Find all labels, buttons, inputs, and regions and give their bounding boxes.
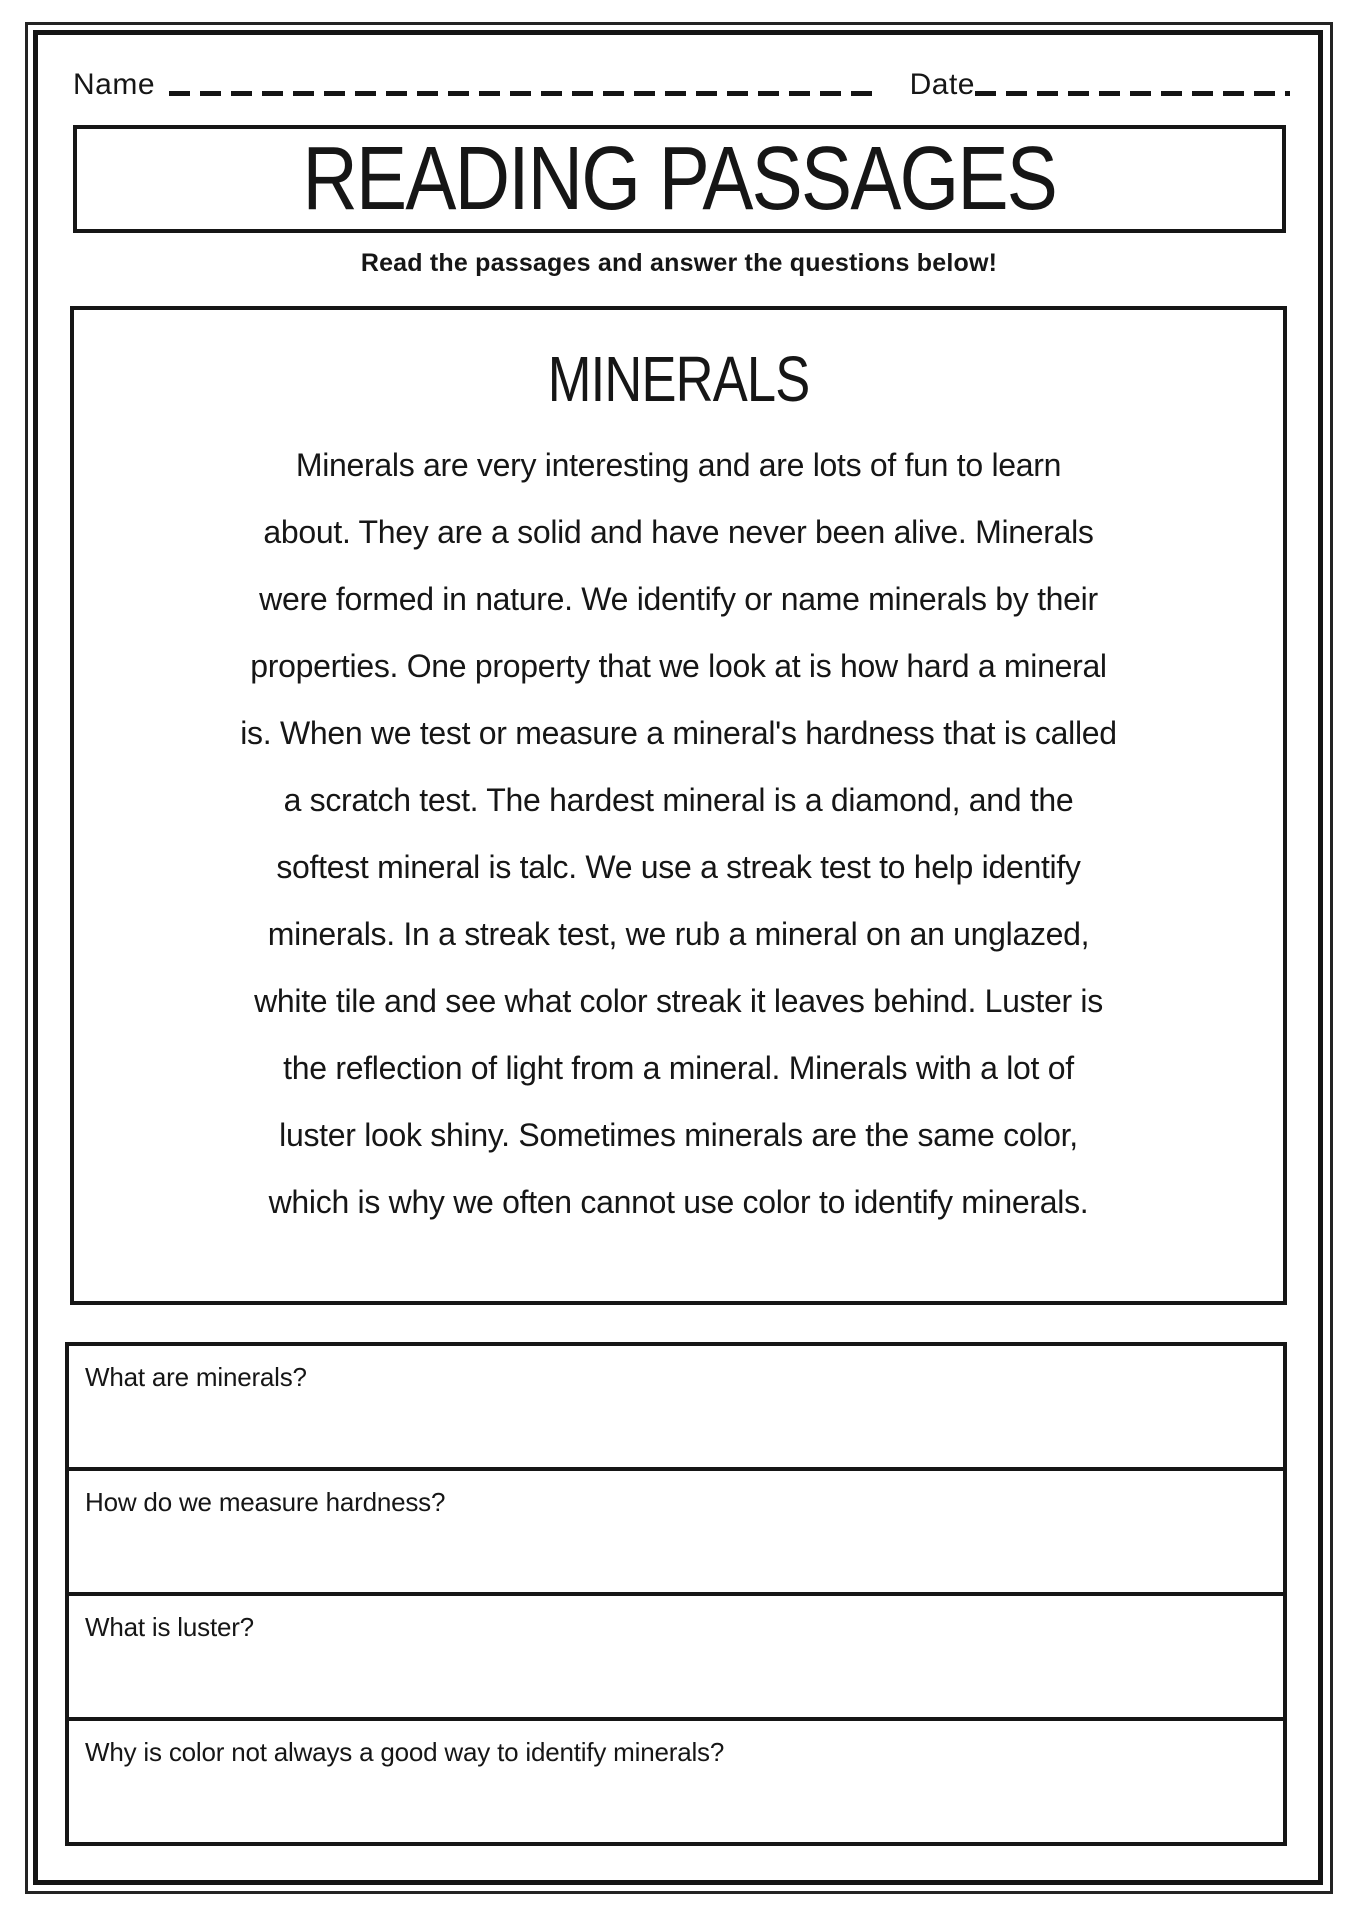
date-blank-line <box>975 91 1290 96</box>
question-text: Why is color not always a good way to identify minerals? <box>85 1737 725 1767</box>
name-date-row <box>73 54 1290 102</box>
passage-line: minerals. In a streak test, we rub a mineral on an unglazed, <box>267 916 1090 952</box>
question-box-1 <box>65 1342 1287 1471</box>
passage-line: is. When we test or measure a mineral's hardness that is called <box>240 715 1117 751</box>
passage-line: white tile and see what color streak it leaves behind. Luster is <box>254 983 1103 1019</box>
question-text: What are minerals? <box>85 1362 307 1392</box>
passage-title: MINERALS <box>547 343 810 415</box>
passage-line: Minerals are very interesting and are lots of fun to learn <box>295 447 1062 483</box>
title-banner <box>73 125 1286 233</box>
passage-line: luster look shiny. Sometimes minerals are the same color, <box>279 1117 1078 1153</box>
worksheet-title: READING PASSAGES <box>302 128 1057 229</box>
questions-section <box>65 1342 1287 1846</box>
passage-line: properties. One property that we look at is how hard a mineral <box>250 648 1107 684</box>
passage-line: the reflection of light from a mineral. Minerals with a lot of <box>283 1050 1074 1086</box>
question-text: What is luster? <box>85 1612 254 1642</box>
instructions-text: Read the passages and answer the questions below! <box>360 249 998 277</box>
passage-line: were formed in nature. We identify or name minerals by their <box>259 581 1098 617</box>
passage-line: about. They are a solid and have never been alive. Minerals <box>263 514 1094 550</box>
date-label: Date <box>909 68 975 101</box>
passage-line: softest mineral is talc. We use a streak test to help identify <box>276 849 1081 885</box>
question-box-3 <box>65 1592 1287 1721</box>
passage-line: which is why we often cannot use color to identify minerals. <box>268 1184 1089 1220</box>
question-text: How do we measure hardness? <box>85 1487 446 1517</box>
question-box-4 <box>65 1717 1287 1846</box>
name-blank-line <box>169 91 880 96</box>
question-box-2 <box>65 1467 1287 1596</box>
passage-box <box>70 306 1287 1305</box>
passage-body <box>74 432 1283 1236</box>
passage-line: a scratch test. The hardest mineral is a diamond, and the <box>283 782 1074 818</box>
name-label: Name <box>73 68 156 101</box>
